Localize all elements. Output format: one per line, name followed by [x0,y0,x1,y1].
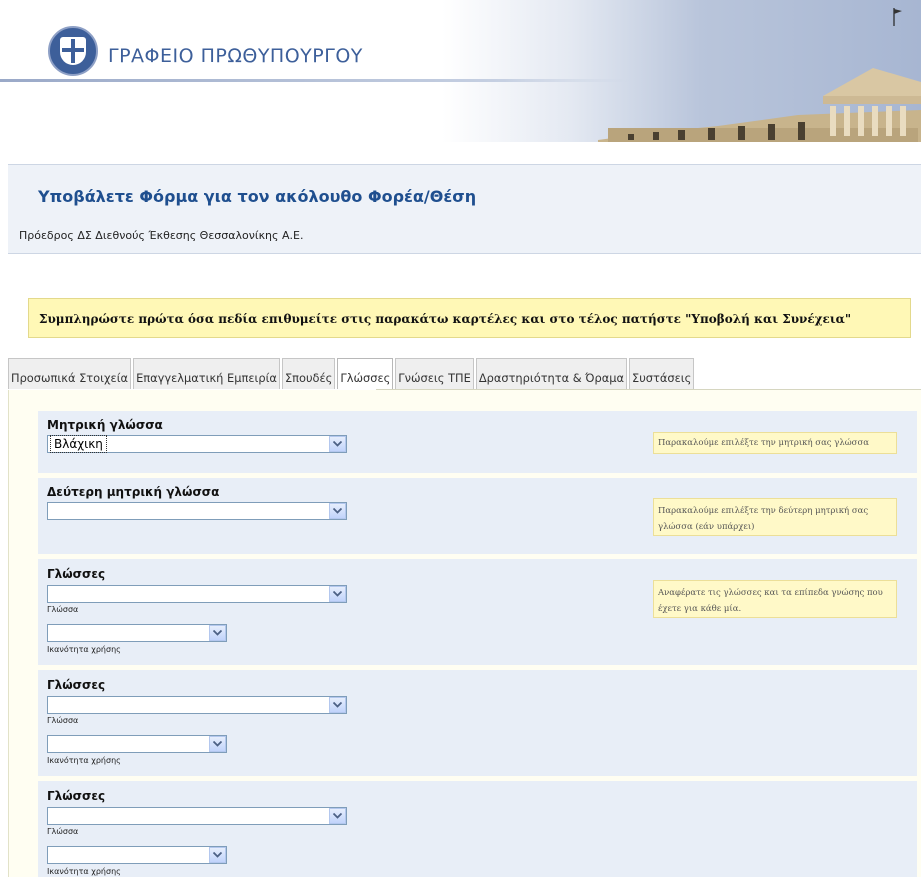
tab-ict-skills[interactable]: Γνώσεις ΤΠΕ [395,358,474,389]
chevron-down-icon[interactable] [209,625,226,641]
native-language-hint: Παρακαλούμε επιλέξτε την μητρική σας γλώσσα [653,432,897,454]
language-select[interactable] [47,696,347,714]
instructions-notice [28,298,911,338]
office-title: ΓΡΑΦΕΙΟ ΠΡΩΘΥΠΟΥΡΓΟΥ [108,45,363,67]
languages-label: Γλώσσες [47,678,106,692]
chevron-down-icon[interactable] [209,847,226,863]
language-sublabel: Γλώσσα [47,716,79,725]
language-sublabel: Γλώσσα [47,827,79,836]
languages-hint: Αναφέρατε τις γλώσσες και τα επίπεδα γνώσης που έχετε για κάθε μία. [653,580,897,618]
tab-references[interactable]: Συστάσεις [629,358,694,389]
native-language-value: Βλάχικη [54,437,103,451]
tab-bar [8,358,696,390]
notice-text: Συμπληρώστε πρώτα όσα πεδία επιθυμείτε στις παρακάτω καρτέλες και στο τέλος πατήστε "Υποβολή και Συνέχεια" [39,312,852,326]
form-title: Υποβάλετε Φόρμα για τον ακόλουθο Φορέα/Θέση [38,187,477,206]
greek-emblem-icon [48,26,98,76]
second-native-language-hint: Παρακαλούμε επιλέξτε την δεύτερη μητρική σας γλώσσα (εάν υπάρχει) [653,498,897,536]
tab-personal-info[interactable]: Προσωπικά Στοιχεία [8,358,131,389]
languages-label: Γλώσσες [47,789,106,803]
chevron-down-icon[interactable] [329,697,346,713]
proficiency-sublabel: Ικανότητα χρήσης [47,867,121,876]
languages-label: Γλώσσες [47,567,106,581]
language-section-2 [38,670,917,776]
second-native-language-section [38,478,917,554]
flag-icon [890,6,904,26]
native-language-label: Μητρική γλώσσα [47,418,163,432]
second-native-language-select[interactable] [47,502,347,520]
proficiency-select[interactable] [47,735,227,753]
language-select[interactable] [47,807,347,825]
tab-languages[interactable]: Γλώσσες [337,358,393,389]
language-select[interactable] [47,585,347,603]
chevron-down-icon[interactable] [329,586,346,602]
chevron-down-icon[interactable] [209,736,226,752]
tab-content-languages [8,390,921,877]
native-language-section [38,411,917,473]
second-native-language-label: Δεύτερη μητρική γλώσσα [47,485,220,499]
tab-education[interactable]: Σπουδές [282,358,335,389]
form-header-panel [8,164,921,254]
chevron-down-icon[interactable] [329,808,346,824]
chevron-down-icon[interactable] [329,503,346,519]
tab-work-experience[interactable]: Επαγγελματική Εμπειρία [133,358,280,389]
proficiency-select[interactable] [47,624,227,642]
language-section-1 [38,559,917,665]
banner-divider [0,79,630,82]
parliament-building-image [598,60,921,142]
language-section-3 [38,781,917,877]
proficiency-sublabel: Ικανότητα χρήσης [47,756,121,765]
organization-name: Πρόεδρος ΔΣ Διεθνούς Έκθεσης Θεσσαλονίκης Α.Ε. [19,229,304,242]
native-language-select[interactable] [47,435,347,453]
chevron-down-icon[interactable] [329,436,346,452]
proficiency-select[interactable] [47,846,227,864]
header-banner [0,0,921,142]
language-sublabel: Γλώσσα [47,605,79,614]
proficiency-sublabel: Ικανότητα χρήσης [47,645,121,654]
tab-activity-vision[interactable]: Δραστηριότητα & Όραμα [476,358,627,389]
